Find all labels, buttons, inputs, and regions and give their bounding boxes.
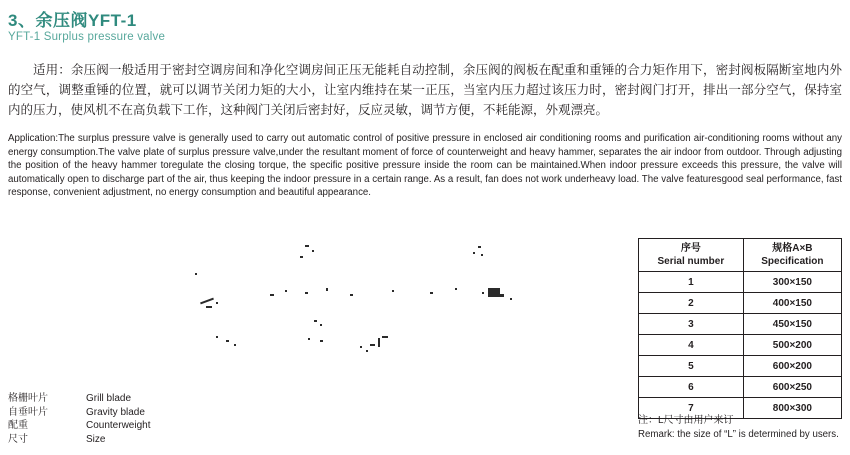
table-header-spec	[743, 239, 841, 272]
product-drawing	[30, 228, 620, 408]
cell-spec: 600×200	[743, 356, 841, 377]
legend-label-en: Counterweight	[86, 420, 151, 431]
table-header-serial	[639, 239, 744, 272]
table-row	[639, 272, 842, 293]
specification-table	[638, 238, 842, 419]
cell-serial: 6	[639, 377, 744, 398]
legend-item	[8, 392, 150, 406]
cell-spec: 400×150	[743, 293, 841, 314]
legend-item	[8, 419, 150, 433]
cell-spec: 500×200	[743, 335, 841, 356]
cell-spec: 600×250	[743, 377, 841, 398]
legend-item	[8, 406, 150, 420]
remark-en: Remark: the size of “L” is determined by users.	[638, 429, 839, 440]
table-row	[639, 293, 842, 314]
legend-label-en: Grill blade	[86, 393, 132, 404]
remark-cn: 注：L尺寸由用户来订	[638, 415, 734, 426]
table-header-spec-cn: 规格A×B	[772, 243, 813, 254]
legend-label-cn: 自垂叶片	[8, 406, 48, 418]
table-header-serial-cn: 序号	[680, 243, 701, 254]
cell-serial: 2	[639, 293, 744, 314]
cell-spec: 800×300	[743, 398, 841, 419]
description-paragraph-cn: 适用：余压阀一般适用于密封空调房间和净化空调房间正压无能耗自动控制，余压阀的阀板在配重和重锤的合力矩作用下，密封阀板隔断室地内外的空气，调整重锤的位置，就可以调节关闭力矩的大小，让室内维持在某一正压，当室内压力超过该压力时，密封阀门打开，排出一部分空气，保持室内的压力，使风机不在高负载下工作，这种阀门关闭后密封好，反应灵敏，调节方便，不耗能源，外观漂亮。	[8, 63, 842, 117]
table-row	[639, 356, 842, 377]
cell-serial: 1	[639, 272, 744, 293]
description-paragraph-en: Application:The surplus pressure valve is generally used to carry out automatic control of positive pressure in enclosed air conditioning rooms and purification air-conditioning rooms without any energy consumption.The valve plate of surplus pressure valve,under the resultant moment of force of counterweight and heavy hammer, separates the air indoor from outdoor. Through adjusting the position of the heavy hammer toregulate the closing torque, the specific positive pressure inside the room can be maintained.When indoor pressure exceeds this pressure, the valve will automatically open to discharge part of the air, thus keeping the indoor pressure in a certain range. As a result, fan does not work underheavy load. The valve featuresgood seal performance, fast response, convenient adjustment, no energy consumption and beautiful appearance.	[8, 133, 842, 199]
cell-spec: 300×150	[743, 272, 841, 293]
table-header-row	[639, 239, 842, 272]
cell-serial: 5	[639, 356, 744, 377]
legend-item	[8, 433, 150, 447]
legend-list	[8, 392, 150, 446]
legend-label-cn: 配重	[8, 420, 28, 431]
table-header-spec-en: Specification	[761, 256, 824, 267]
table-row	[639, 314, 842, 335]
cell-serial: 3	[639, 314, 744, 335]
table-header-serial-en: Serial number	[657, 256, 725, 267]
page-title-cn: 3、余压阀YFT-1	[8, 11, 137, 30]
legend-label-en: Gravity blade	[86, 406, 145, 418]
cell-spec: 450×150	[743, 314, 841, 335]
legend-label-en: Size	[86, 433, 106, 445]
cell-serial: 4	[639, 335, 744, 356]
legend-label-cn: 尺寸	[8, 433, 28, 445]
table-row	[639, 377, 842, 398]
cell-serial: 7	[639, 398, 744, 419]
legend-label-cn: 格栅叶片	[8, 393, 48, 404]
table-row	[639, 335, 842, 356]
page-title-en: YFT-1 Surplus pressure valve	[8, 31, 166, 43]
specification-table-wrapper	[638, 238, 842, 419]
